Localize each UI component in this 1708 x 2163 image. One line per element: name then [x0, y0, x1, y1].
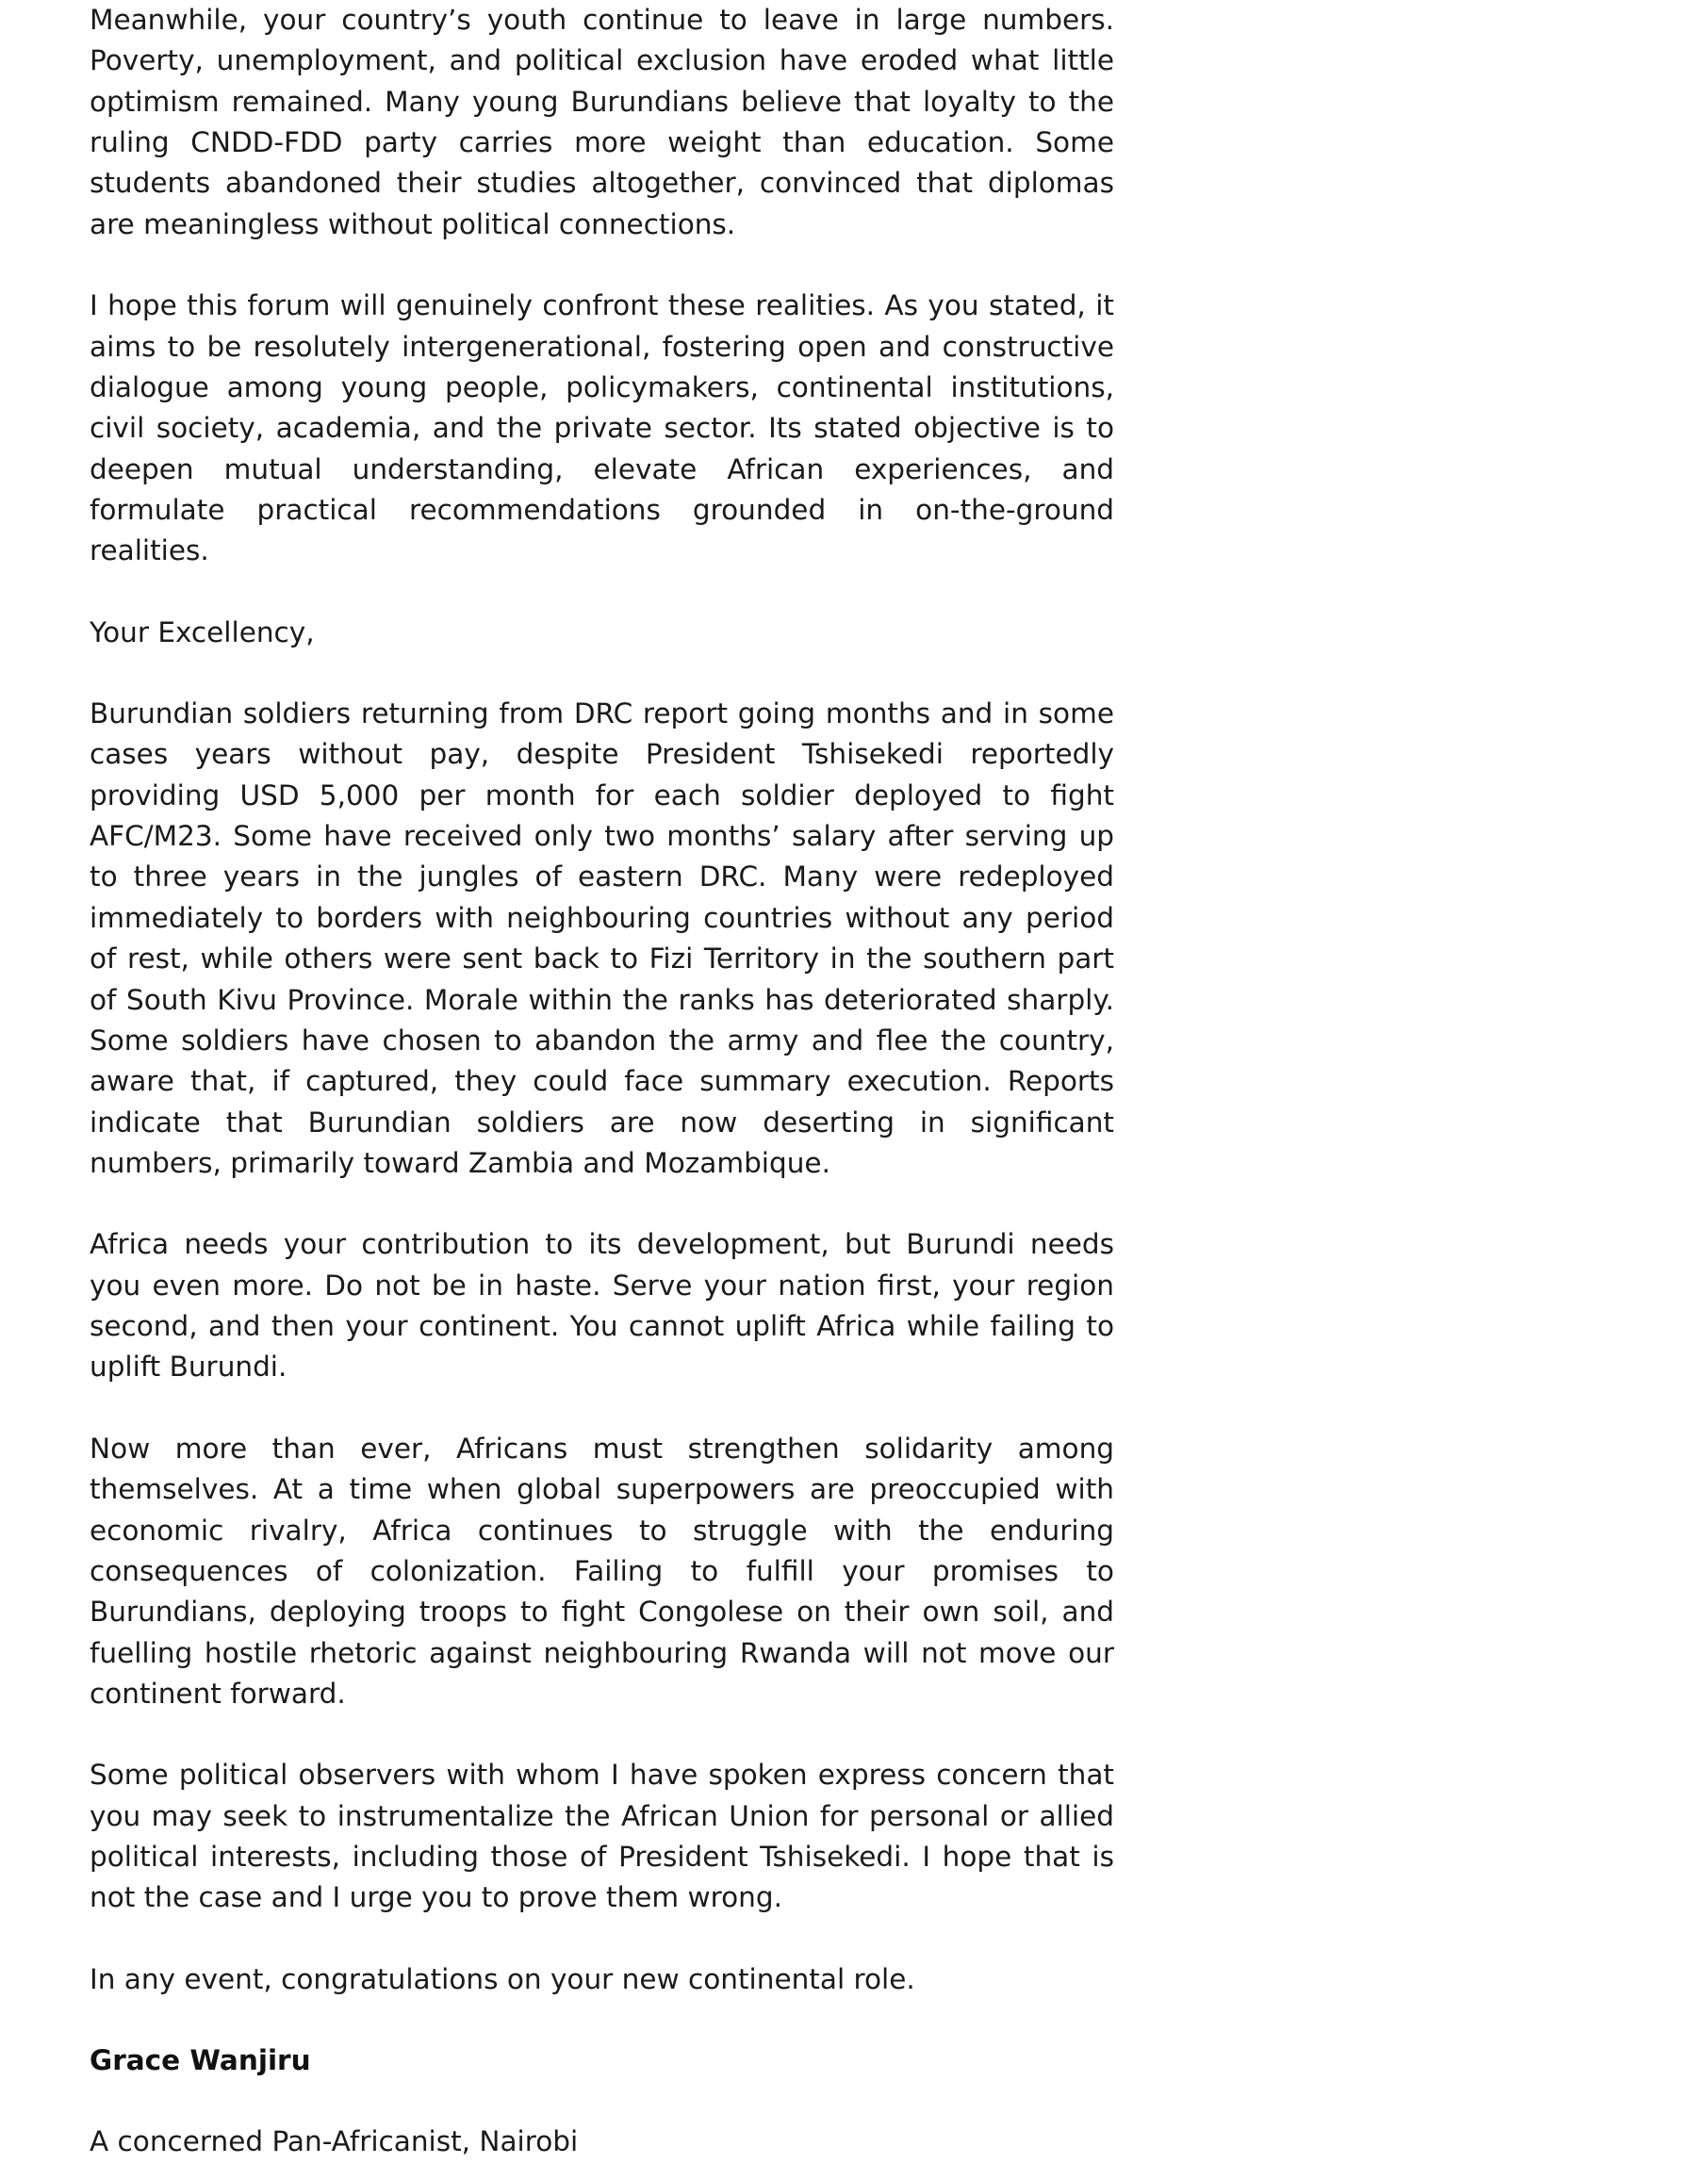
paragraph-africa-burundi: Africa needs your contribution to its development, but Burundi needs you even more. Do not be in haste. Serve your nation first, your region second, and then your continent. You cannot uplift Africa while failing to uplift Burundi.: [90, 1228, 1114, 1384]
paragraph-youth-emigration: Meanwhile, your country’s youth continue to leave in large numbers. Poverty, unemployment, and political exclusion have eroded what little optimism remained. Many young Burundians believe that loyalty to the ruling CNDD-FDD party carries more weight than education. Some students abandoned their studies altogether, convinced that diplomas are meaningless without political connections.: [90, 4, 1114, 240]
signature-attribution: A concerned Pan-Africanist, Nairobi: [90, 2125, 579, 2158]
paragraph-congratulations: In any event, congratulations on your new continental role.: [90, 1962, 915, 1995]
salutation-your-excellency: Your Excellency,: [90, 615, 315, 648]
paragraph-soldiers-pay: Burundian soldiers returning from DRC report going months and in some cases years without pay, despite President Tshisekedi reportedly providing USD 5,000 per month for each soldier deployed to fight AFC/M23. Some have received only two months’ salary after serving up to three years in the jungles of eastern DRC. Many were redeployed immediately to borders with neighbouring countries without any period of rest, while others were sent back to Fizi Territory in the southern part of South Kivu Province. Morale within the ranks has deteriorated sharply. Some soldiers have chosen to abandon the army and flee the country, aware that, if captured, they could face summary execution. Reports indicate that Burundian soldiers are now deserting in significant numbers, primarily toward Zambia and Mozambique.: [90, 697, 1114, 1179]
paragraph-observers-concern: Some political observers with whom I have spoken express concern that you may seek to instrumentalize the African Union for personal or allied political interests, including those of President Tshisekedi. I hope that is not the case and I urge you to prove them wrong.: [90, 1759, 1114, 1914]
paragraph-solidarity: Now more than ever, Africans must strengthen solidarity among themselves. At a time when global superpowers are preoccupied with economic rivalry, Africa continues to struggle with the enduring consequences of colonization. Failing to fulfill your promises to Burundians, deploying troops to fight Congolese on their own soil, and fuelling hostile rhetoric against neighbouring Rwanda will not move our continent forward.: [90, 1432, 1114, 1710]
signature-name: Grace Wanjiru: [90, 2044, 311, 2077]
paragraph-forum-hope: I hope this forum will genuinely confront these realities. As you stated, it aims to be resolutely intergenerational, fostering open and constructive dialogue among young people, policymakers, continental institutions, civil society, academia, and the private sector. Its stated objective is to deepen mutual understanding, elevate African experiences, and formulate practical recommendations grounded in on-the-ground realities.: [90, 289, 1114, 567]
